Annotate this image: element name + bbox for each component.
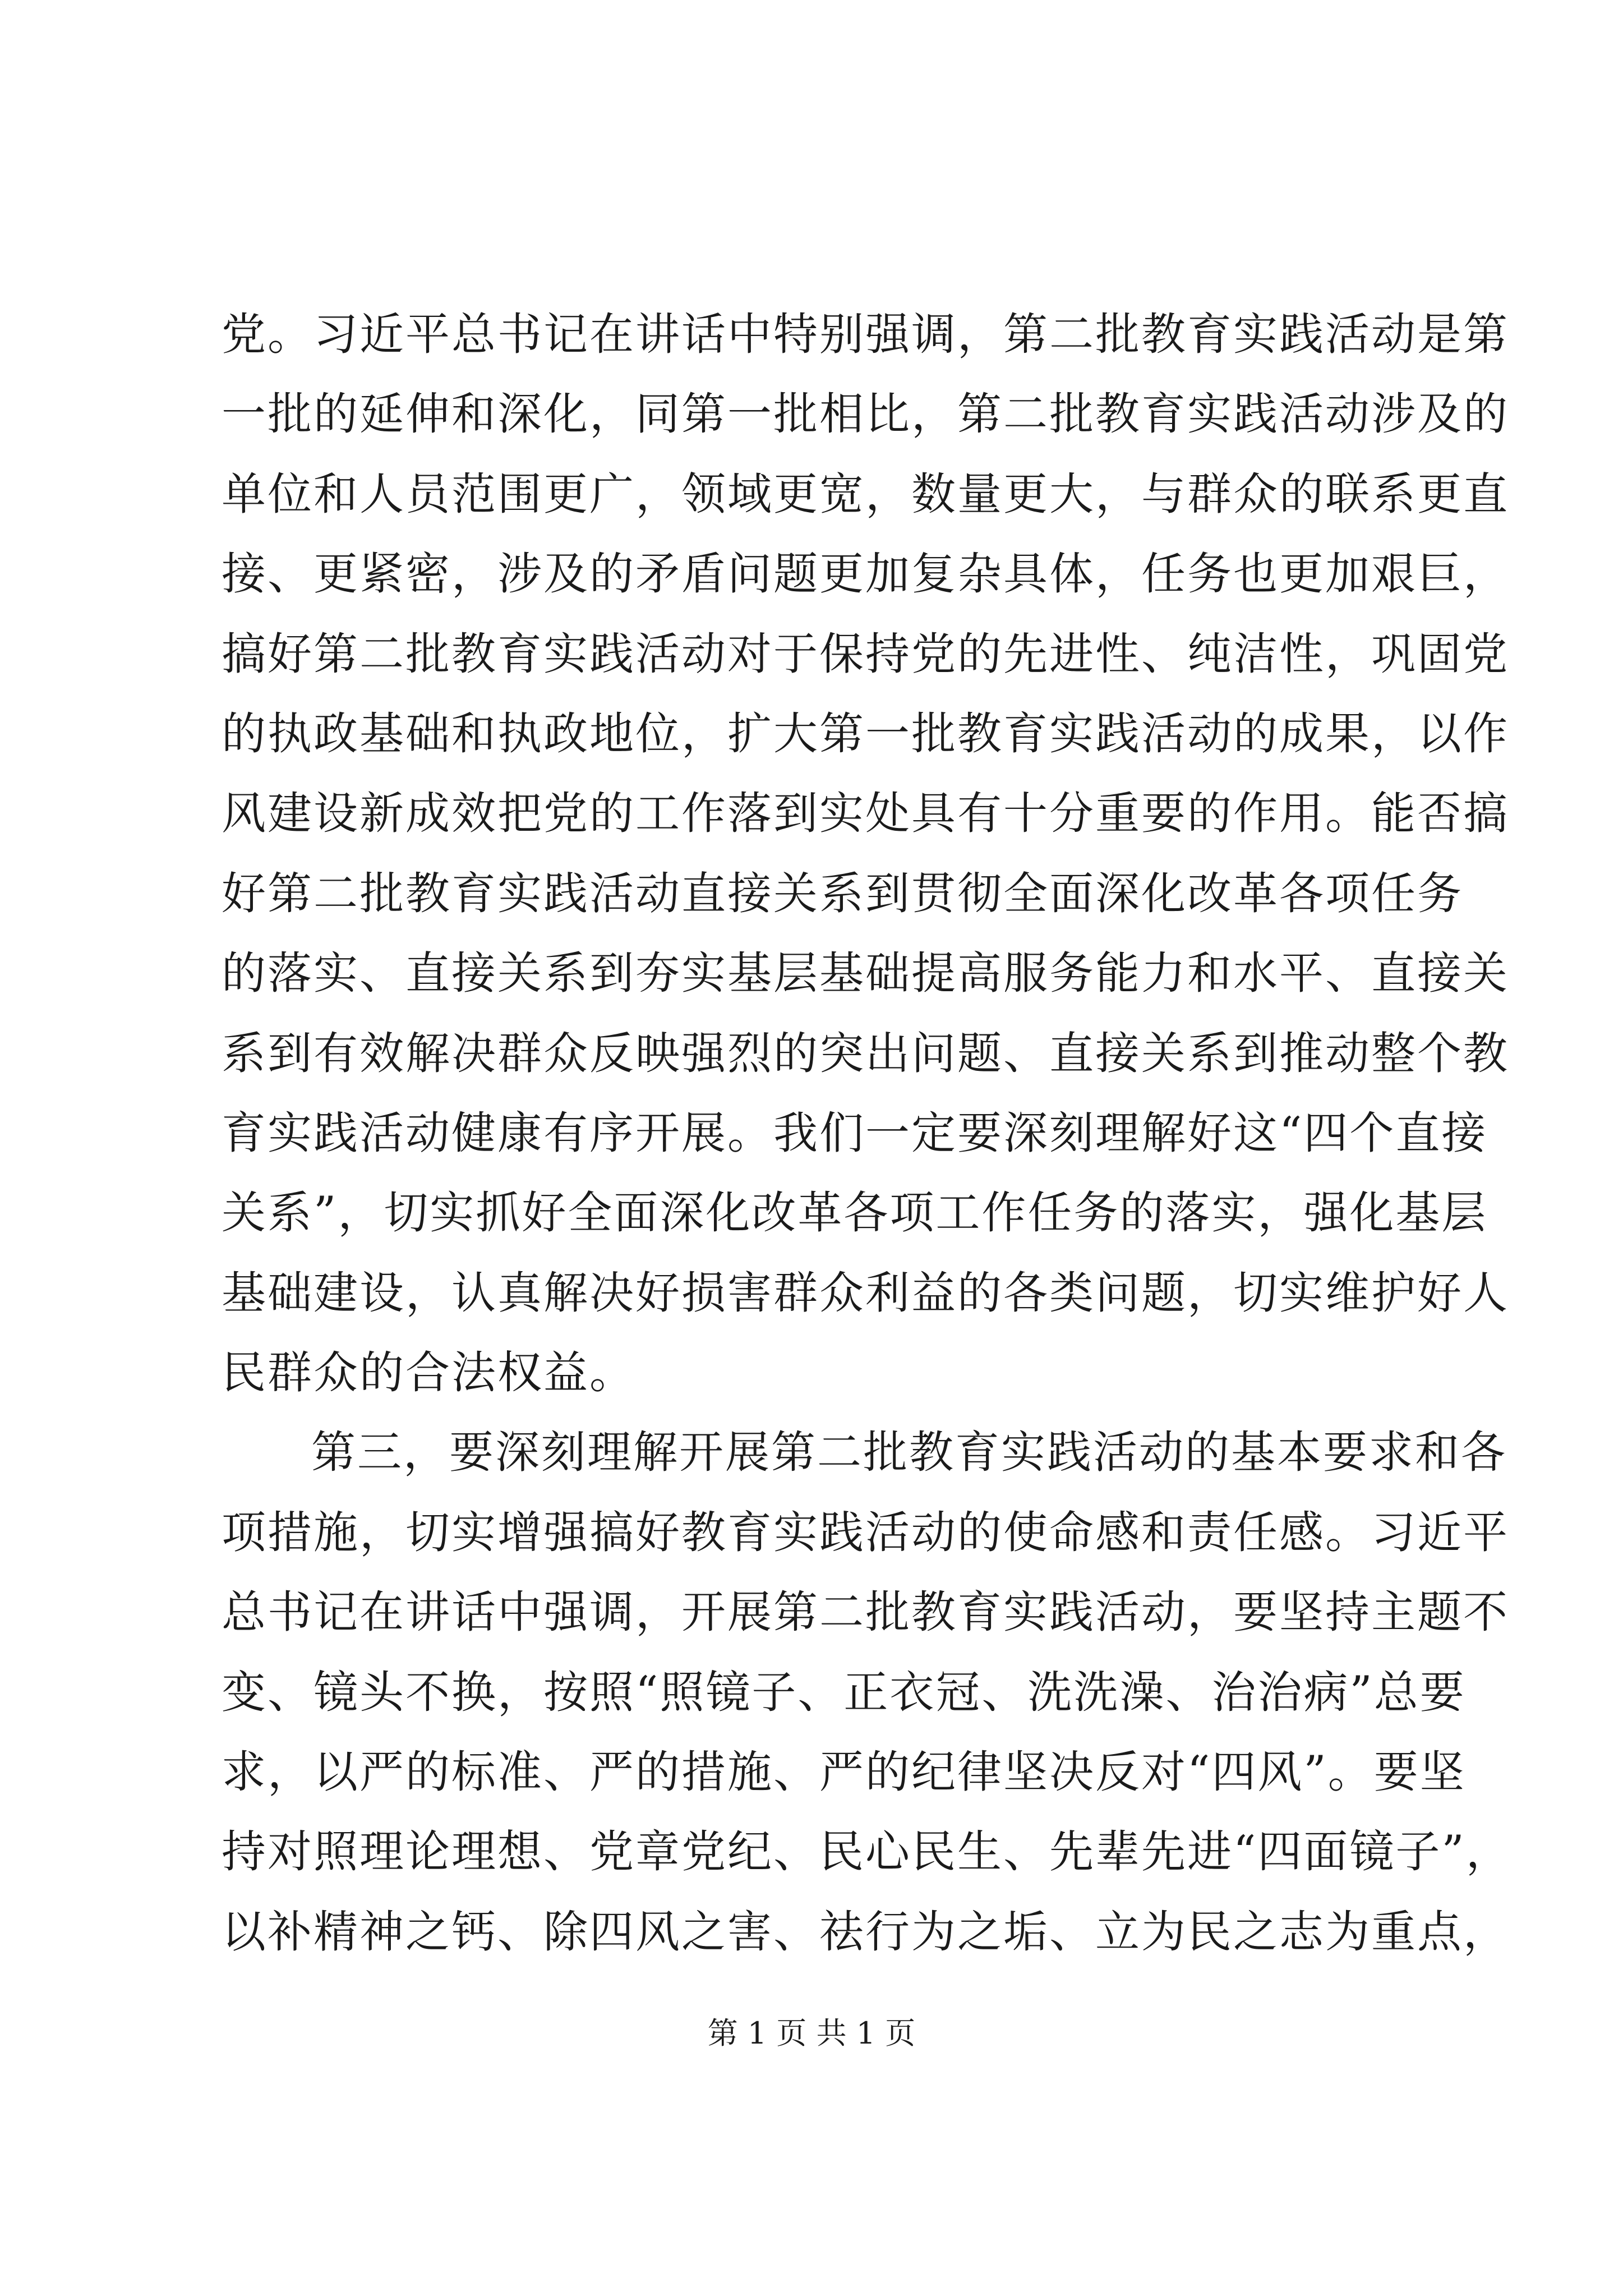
page-footer: 第 1 页 共 1 页 bbox=[707, 2016, 916, 2051]
text-line: 求，以严的标准、严的措施、严的纪律坚决反对“四风”。要坚 bbox=[222, 1746, 1466, 1798]
text-line: 单位和人员范围更广，领域更宽，数量更大，与群众的联系更直 bbox=[222, 468, 1509, 520]
text-line: 持对照理论理想、党章党纪、民心民生、先辈先进“四面镜子”， bbox=[222, 1826, 1512, 1878]
text-line: 一批的延伸和深化，同第一批相比，第二批教育实践活动涉及的 bbox=[222, 388, 1509, 440]
text-line: 风建设新成效把党的工作落到实处具有十分重要的作用。能否搞 bbox=[222, 788, 1509, 840]
body-text bbox=[222, 295, 1512, 1972]
text-line: 好第二批教育实践活动直接关系到贯彻全面深化改革各项任务 bbox=[222, 867, 1463, 919]
text-line: 变、镜头不换，按照“照镜子、正衣冠、洗洗澡、治治病”总要 bbox=[222, 1666, 1466, 1718]
text-line: 第三，要深刻理解开展第二批教育实践活动的基本要求和各 bbox=[311, 1427, 1507, 1479]
text-line: 育实践活动健康有序开展。我们一定要深刻理解好这“四个直接 bbox=[222, 1107, 1488, 1159]
text-line: 项措施，切实增强搞好教育实践活动的使命感和责任感。习近平 bbox=[222, 1506, 1509, 1558]
text-line: 总书记在讲话中强调，开展第二批教育实践活动，要坚持主题不 bbox=[222, 1586, 1509, 1639]
text-line: 党。习近平总书记在讲话中特别强调，第二批教育实践活动是第 bbox=[222, 309, 1509, 360]
text-line: 的落实、直接关系到夯实基层基础提高服务能力和水平、直接关 bbox=[222, 947, 1509, 1000]
text-line: 系到有效解决群众反映强烈的突出问题、直接关系到推动整个教 bbox=[222, 1027, 1509, 1079]
text-line: 的执政基础和执政地位，扩大第一批教育实践活动的成果，以作 bbox=[222, 707, 1509, 760]
text-line: 搞好第二批教育实践活动对于保持党的先进性、纯洁性，巩固党 bbox=[222, 628, 1509, 680]
text-line: 接、更紧密，涉及的矛盾问题更加复杂具体，任务也更加艰巨， bbox=[222, 548, 1509, 600]
text-line: 基础建设，认真解决好损害群众利益的各类问题，切实维护好人 bbox=[222, 1267, 1509, 1319]
text-line: 民群众的合法权益。 bbox=[222, 1347, 635, 1399]
text-line: 关系”，切实抓好全面深化改革各项工作任务的落实，强化基层 bbox=[222, 1187, 1488, 1239]
text-line: 以补精神之钙、除四风之害、祛行为之垢、立为民之志为重点， bbox=[222, 1906, 1509, 1958]
